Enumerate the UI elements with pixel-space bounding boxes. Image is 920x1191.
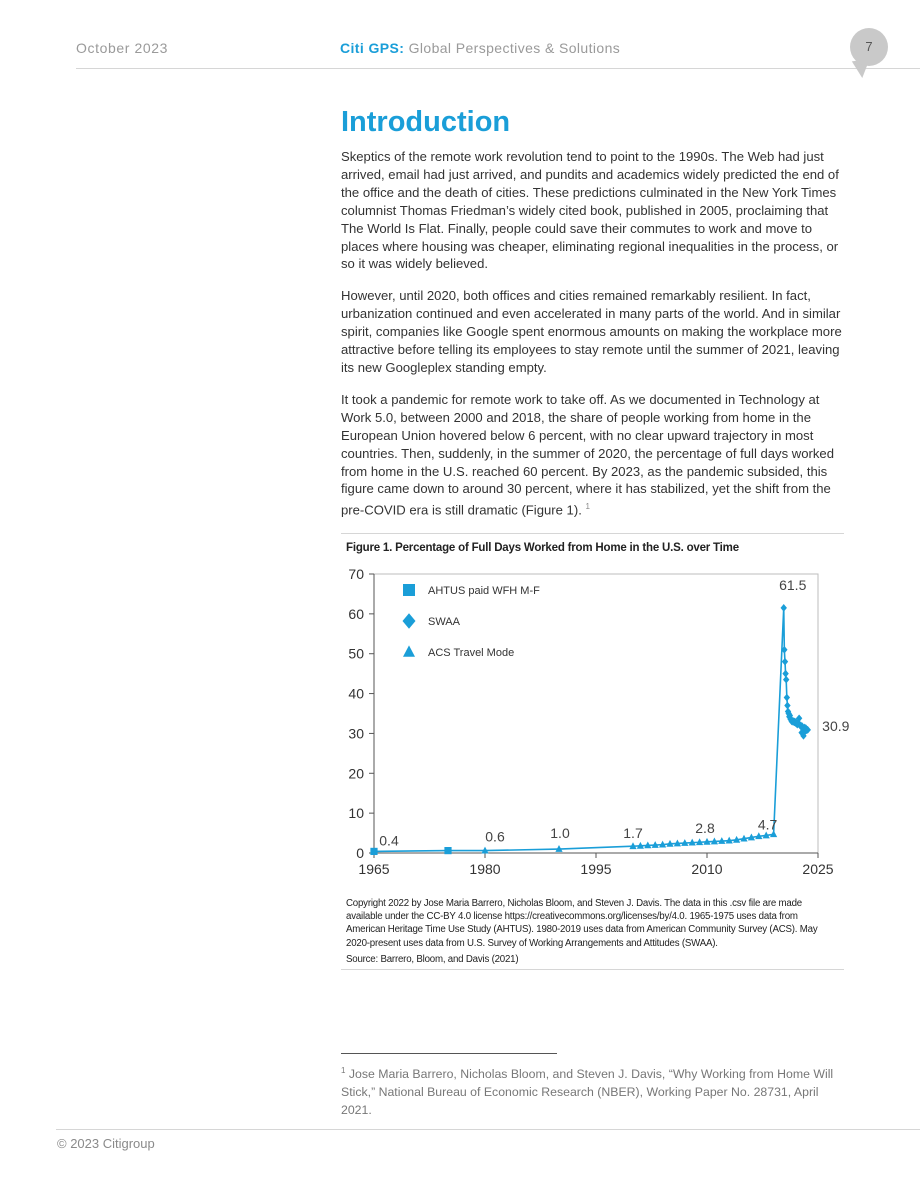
data-label: 4.7 [757, 816, 778, 833]
legend-marker [403, 645, 415, 656]
series-line [374, 608, 808, 852]
x-tick-label: 2010 [691, 861, 723, 877]
y-tick-label: 30 [348, 725, 364, 742]
y-tick-label: 20 [348, 765, 364, 782]
data-point-diamond [783, 676, 789, 684]
brand-name: Citi GPS: [340, 40, 405, 56]
data-point-diamond [784, 694, 790, 702]
data-point-diamond [782, 658, 788, 666]
figure-title: Figure 1. Percentage of Full Days Worked from Home in the U.S. over Time [346, 542, 739, 554]
data-label: 1.0 [550, 825, 570, 842]
data-label: 0.4 [379, 832, 399, 849]
footer-copyright: © 2023 Citigroup [57, 1136, 155, 1151]
footnote-text: Jose Maria Barrero, Nicholas Bloom, and Steven J. Davis, “Why Working from Home Will Stick,” National Bureau of Economic Research (NBER), Working Paper No. 28731, April 2021. [341, 1067, 834, 1118]
data-label: 2.8 [695, 819, 715, 836]
footnote-reference[interactable]: 1 [585, 502, 590, 512]
paragraph: Skeptics of the remote work revolution tend to point to the 1990s. The Web had just arrived, email had just arrived, and pundits and academics widely predicted the end of the office and the death of cities. These predictions culminated in the New York Times columnist Thomas Friedman’s widely cited book, published in 2005, proclaiming that The World Is Flat. Finally, people could save their commutes to work and move to places where housing was cheaper, eliminating regional inequalities in the process, or so it was widely believed. [341, 149, 839, 272]
page-number: 7 [865, 39, 873, 54]
x-tick-label: 1980 [469, 861, 501, 877]
footnote-divider [341, 1053, 557, 1054]
paragraph: However, until 2020, both offices and cities remained remarkably resilient. In fact, urbanization continued and even accelerated in many parts of the world. And in similar spirit, companies like Google spent enormous amounts on making the workplace more attractive before telling its employees to stay remote until the summer of 2021, leaving its new Googleplex standing empty. [341, 288, 842, 375]
figure-bottom-rule [341, 969, 844, 970]
footnote [341, 1062, 841, 1119]
legend-marker [403, 613, 416, 629]
y-tick-label: 60 [348, 605, 364, 622]
x-tick-label: 1965 [358, 861, 390, 877]
data-label: 1.7 [623, 825, 643, 842]
data-label: 30.9 [822, 717, 850, 734]
data-point-diamond [782, 670, 788, 678]
section-title: Introduction [341, 106, 511, 138]
data-point-square [444, 847, 451, 854]
figure-copyright-note: Copyright 2022 by Jose Maria Barrero, Nicholas Bloom, and Steven J. Davis. The data in this .csv file are made available under the CC-BY 4.0 license https://creativecommons.org/licenses/by/4.0. 1965-1975 uses data from American Heritage Time Use Study (AHTUS). 1980-2019 uses data from American Community Survey (ACS). May 2020-present uses data from U.S. Survey of Working Arrangements and Attitudes (SWAA). [346, 898, 818, 949]
data-point-diamond [784, 702, 790, 710]
data-label: 0.6 [485, 828, 505, 845]
figure-source: Source: Barrero, Bloom, and Davis (2021) [346, 954, 519, 965]
x-tick-label: 2025 [802, 861, 834, 877]
legend-label: AHTUS paid WFH M-F [428, 585, 540, 597]
y-tick-label: 50 [348, 645, 364, 662]
y-tick-label: 10 [348, 805, 364, 822]
x-tick-label: 1995 [580, 861, 612, 877]
footnote-number: 1 [341, 1066, 346, 1075]
data-point-square [370, 848, 377, 855]
data-point-diamond [781, 604, 787, 612]
data-label: 61.5 [779, 576, 807, 593]
legend-marker [403, 584, 415, 596]
y-tick-label: 40 [348, 685, 364, 702]
y-tick-label: 70 [348, 566, 364, 582]
legend-label: ACS Travel Mode [428, 647, 515, 659]
footer-divider [56, 1129, 920, 1130]
paragraph-text: It took a pandemic for remote work to take off. As we documented in Technology at Work 5.0, between 2000 and 2018, the share of people working from home in the European Union hovered below 6 percent, with no clear upward trajectory in most countries. Then, suddenly, in the summer of 2020, the percentage of full days worked from home in the U.S. reached 60 percent. By 2023, as the pandemic subsided, this figure came down to around 30 percent, where it has stabilized, yet the shift from the pre-COVID era is still dramatic (Figure 1). [341, 391, 834, 518]
brand-tagline: Global Perspectives & Solutions [408, 40, 621, 56]
legend-label: SWAA [428, 616, 460, 628]
y-tick-label: 0 [356, 845, 364, 861]
header-date: October 2023 [76, 40, 169, 56]
